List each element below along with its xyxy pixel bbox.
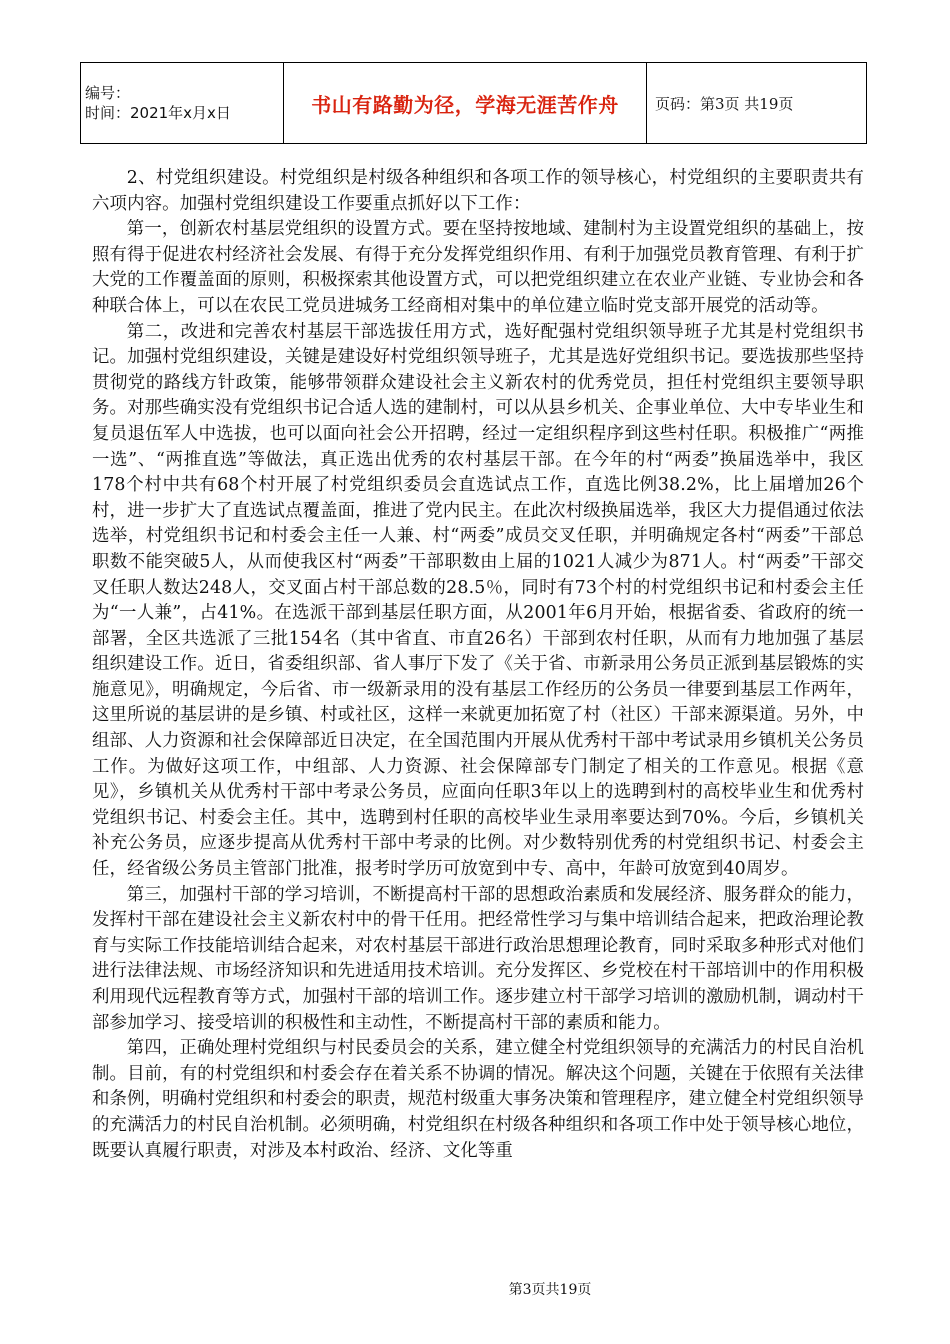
document-header <box>80 62 867 144</box>
paragraph-first-point: 第一，创新农村基层党组织的设置方式。要在坚持按地域、建制村为主设置党组织的基础上，按照有得于促进农村经济社会发展、有得于充分发挥党组织作用、有利于加强党员教育管理、有利于扩大党的工作覆盖面的原则，积极探索其他设置方式，可以把党组织建立在农业产业链、专业协会和各种联合体上，可以在农民工党员进城务工经商相对集中的单位建立临时党支部开展党的活动等。 <box>92 219 864 316</box>
paragraph-party-organization: 2、村党组织建设。村党组织是村级各种组织和各项工作的领导核心，村党组织的主要职责共有六项内容。加强村党组织建设工作要重点抓好以下工作： <box>92 168 864 214</box>
header-motto: 书山有路勤为径，学海无涯苦作舟 <box>311 92 619 117</box>
document-body <box>92 166 864 1164</box>
header-meta <box>81 63 284 144</box>
header-page-cell <box>647 63 867 144</box>
page-footer <box>0 1279 950 1299</box>
footer-page-number: 第3页共19页 <box>508 1282 592 1298</box>
header-page-number: 页码：第3页 共19页 <box>655 94 794 113</box>
header-motto-cell <box>284 63 647 144</box>
paragraph-fourth-point: 第四，正确处理村党组织与村民委员会的关系，建立健全村党组织领导的充满活力的村民自治机制。目前，有的村党组织和村委会存在着关系不协调的情况。解决这个问题，关键在于依照有关法律和条例，明确村党组织和村委会的职责，规范村级重大事务决策和管理程序，建立健全村党组织领导的充满活力的村民自治机制。必须明确，村党组织在村级各种组织和各项工作中处于领导核心地位，既要认真履行职责，对涉及本村政治、经济、文化等重 <box>92 1038 864 1161</box>
paragraph-third-point: 第三，加强村干部的学习培训，不断提高村干部的思想政治素质和发展经济、服务群众的能力，发挥村干部在建设社会主义新农村中的骨干任用。把经常性学习与集中培训结合起来，把政治理论教育与实际工作技能培训结合起来，对农村基层干部进行政治思想理论教育，同时采取多种形式对他们进行法律法规、市场经济知识和先进适用技术培训。充分发挥区、乡党校在村干部培训中的作用积极利用现代远程教育等方式，加强村干部的培训工作。逐步建立村干部学习培训的激励机制，调动村干部参加学习、接受培训的积极性和主动性，不断提高村干部的素质和能力。 <box>92 884 864 1033</box>
document-time-label: 时间：2021年x月x日 <box>85 104 231 122</box>
document-number-label: 编号： <box>85 84 131 102</box>
paragraph-second-point: 第二，改进和完善农村基层干部选拔任用方式，选好配强村党组织领导班子尤其是村党组织书记。加强村党组织建设，关键是建设好村党组织领导班子，尤其是选好党组织书记。要选拔那些坚持贯彻党的路线方针政策，能够带领群众建设社会主义新农村的优秀党员，担任村党组织主要领导职务。对那些确实没有党组织书记合适人选的建制村，可以从县乡机关、企事业单位、大中专毕业生和复员退伍军人中选拔，也可以面向社会公开招聘，经过一定组织程序到这些村任职。积极推广“两推一选”、“两推直选”等做法，真正选出优秀的农村基层干部。在今年的村“两委”换届选举中，我区178个村中共有68个村开展了村党组织委员会直选试点工作，直选比例38.2%，比上届增加26个村，进一步扩大了直选试点覆盖面，推进了党内民主。在此次村级换届选举，我区大力提倡通过依法选举，村党组织书记和村委会主任一人兼、村“两委”成员交叉任职，并明确规定各村“两委”干部总职数不能突破5人，从而使我区村“两委”干部职数由上届的1021人减少为871人。村“两委”干部交叉任职人数达248人，交叉面占村干部总数的28.5％，同时有73个村的村党组织书记和村委会主任为“一人兼”，占41%。在选派干部到基层任职方面，从2001年6月开始，根据省委、省政府的统一部署，全区共选派了三批154名（其中省直、市直26名）干部到农村任职，从而有力地加强了基层组织建设工作。近日，省委组织部、省人事厅下发了《关于省、市新录用公务员正派到基层锻炼的实施意见》，明确规定，今后省、市一级新录用的没有基层工作经历的公务员一律要到基层工作两年，这里所说的基层讲的是乡镇、村或社区，这样一来就更加拓宽了村（社区）干部来源渠道。另外，中组部、人力资源和社会保障部近日决定，在全国范围内开展从优秀村干部中考试录用乡镇机关公务员工作。为做好这项工作，中组部、人力资源、社会保障部专门制定了相关的工作意见。根据《意见》，乡镇机关从优秀村干部中考录公务员，应面向任职3年以上的选聘到村的高校毕业生和优秀村党组织书记、村委会主任。其中，选聘到村任职的高校毕业生录用率要达到70%。今后，乡镇机关补充公务员，应逐步提高从优秀村干部中考录的比例。对少数特别优秀的村党组织书记、村委会主任，经省级公务员主管部门批准，报考时学历可放宽到中专、高中，年龄可放宽到40周岁。 <box>92 321 864 880</box>
